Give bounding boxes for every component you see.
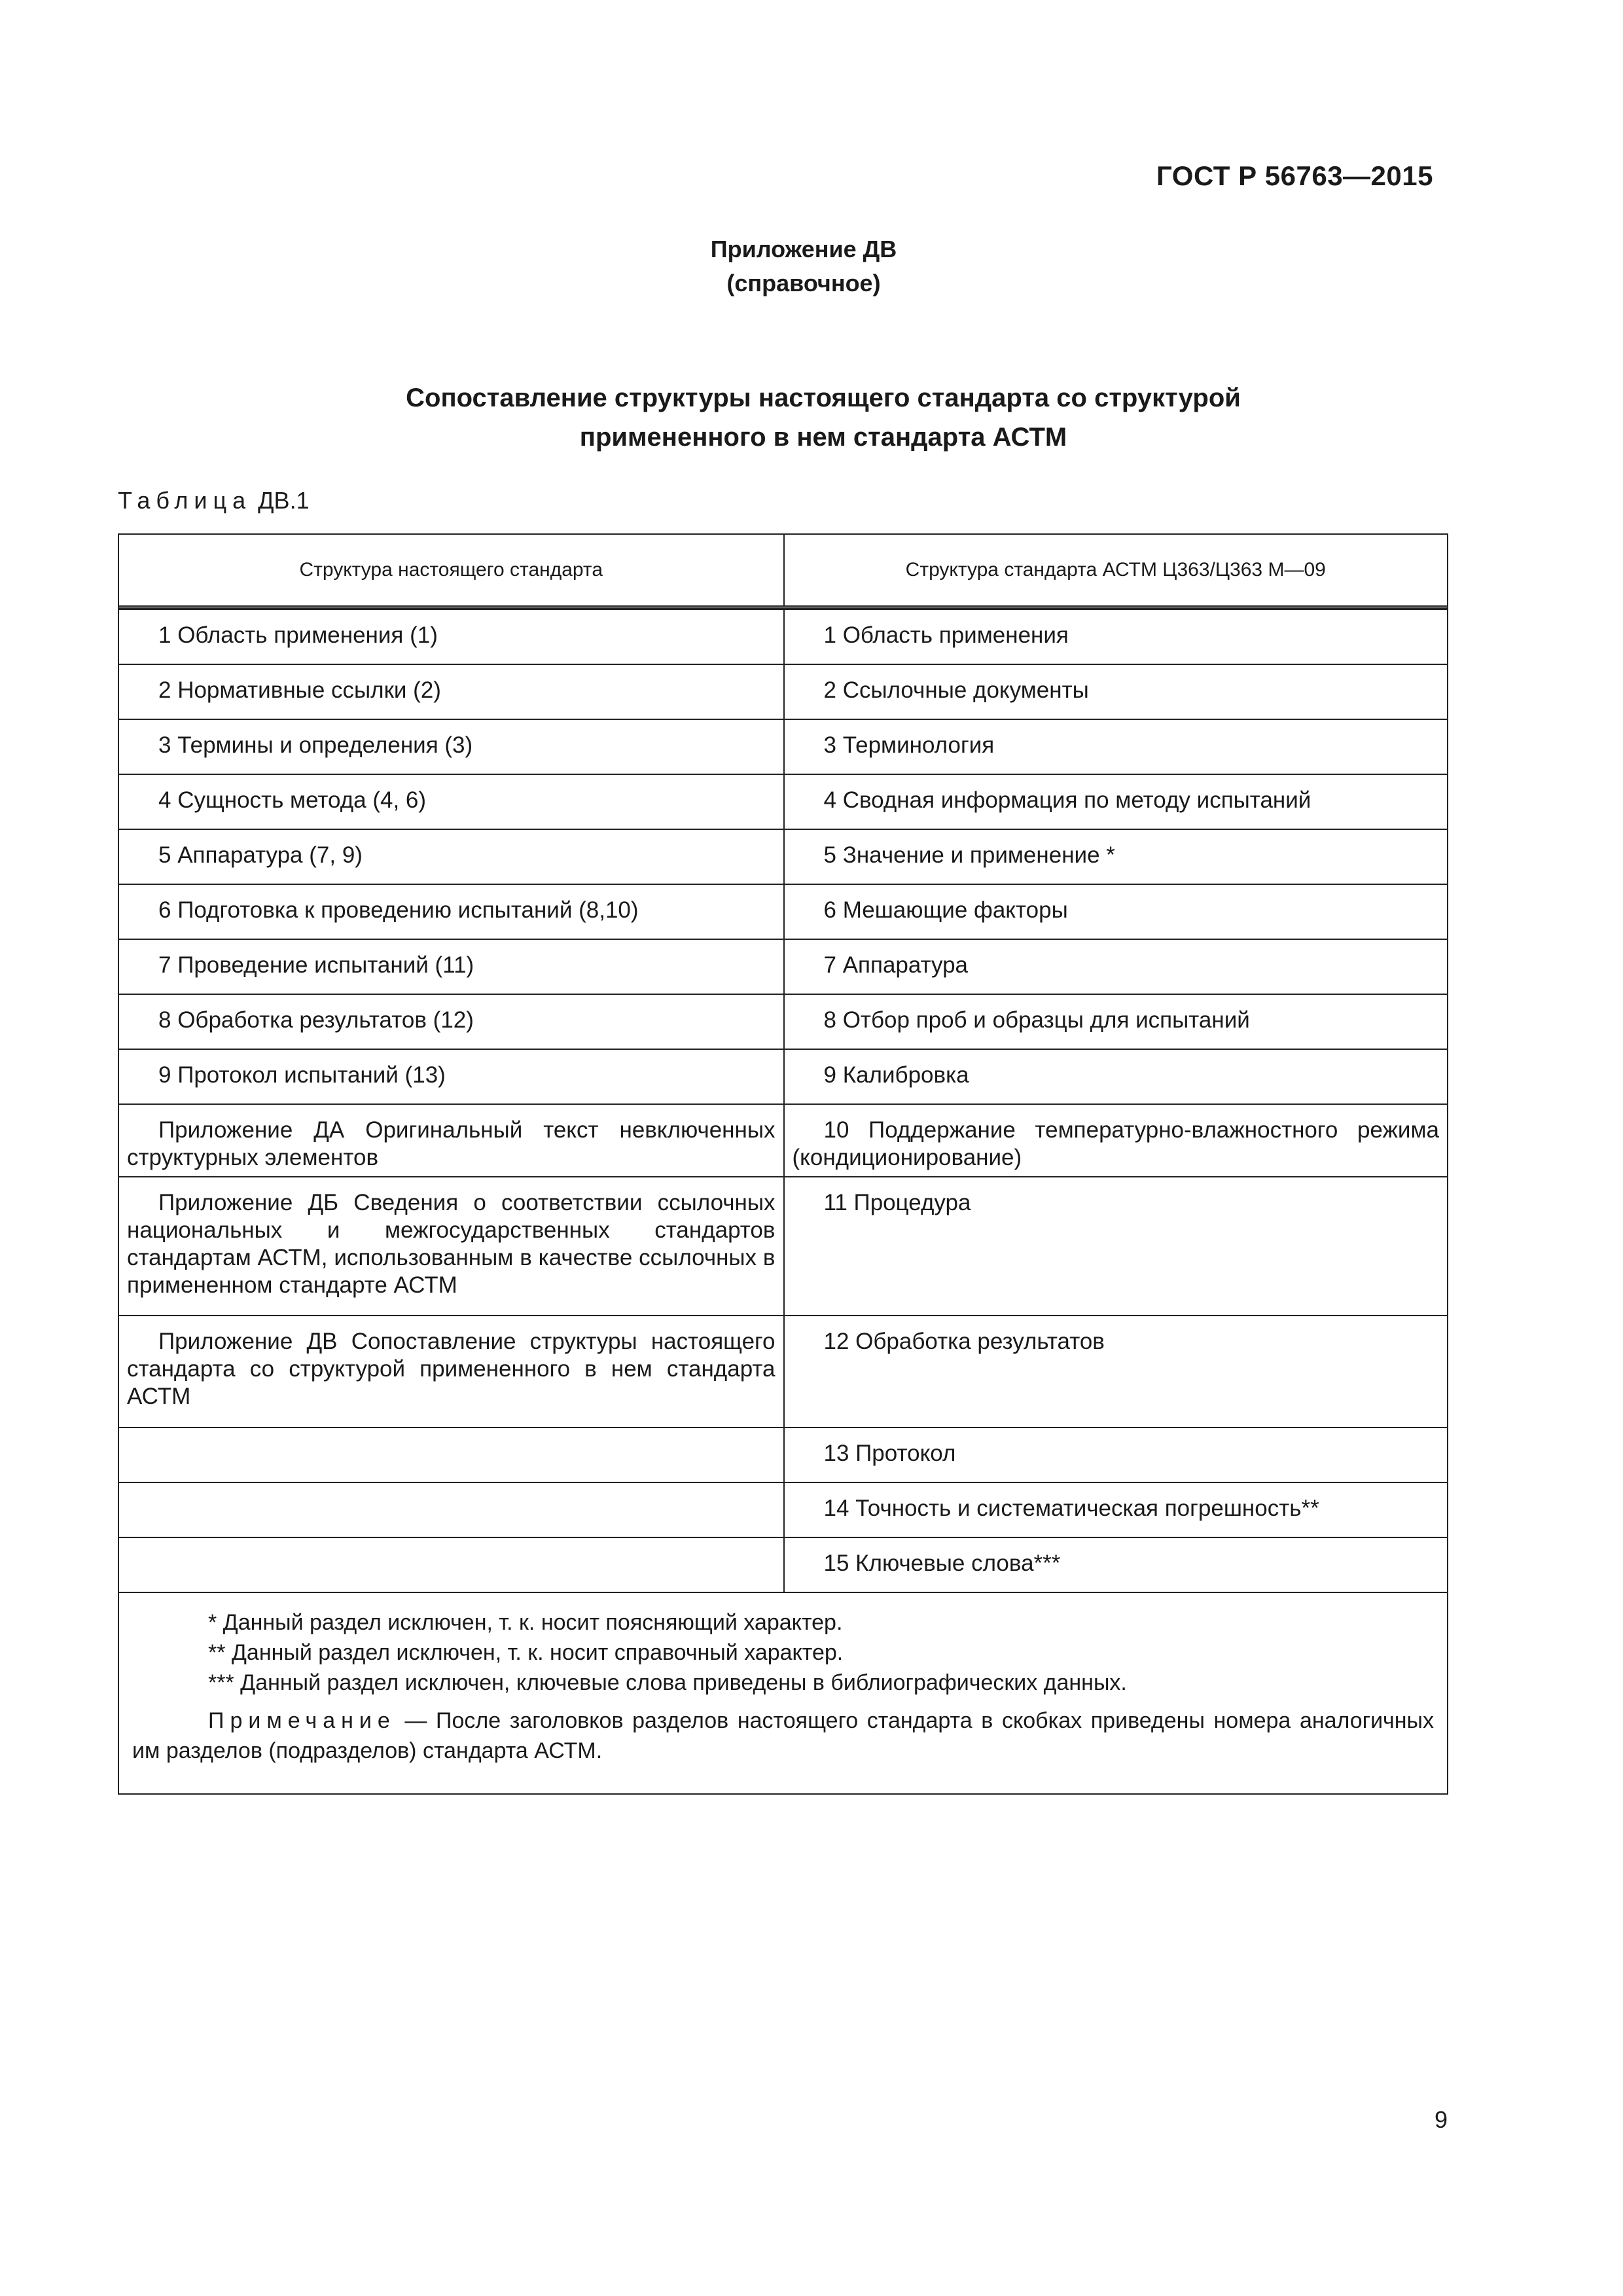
gost-section-cell: 5 Аппаратура (7, 9) — [158, 842, 363, 868]
gost-section-cell: 7 Проведение испытаний (11) — [158, 952, 474, 978]
astm-section-cell: 13 Протокол — [783, 1428, 1448, 1482]
footnote: * Данный раздел исключен, т. к. носит поясняющий характер. — [208, 1610, 843, 1635]
table-header-row — [119, 535, 1447, 609]
table-row — [119, 1537, 1447, 1592]
page-title — [0, 378, 1623, 457]
table-label-number: ДВ.1 — [258, 487, 310, 514]
table-row — [119, 609, 1447, 664]
astm-section-cell: 7 Аппаратура — [783, 940, 1448, 994]
appendix-kind: (справочное) — [726, 270, 881, 296]
footnote: ** Данный раздел исключен, т. к. носит справочный характер. — [208, 1640, 844, 1665]
page-title-line-1: Сопоставление структуры настоящего стандарта со структурой — [406, 384, 1241, 412]
astm-section-cell: 10 Поддержание температурно-влажностного режима (кондиционирование) — [783, 1105, 1448, 1176]
gost-section-cell — [119, 1428, 783, 1482]
table-row — [119, 1427, 1447, 1482]
gost-section-cell: 8 Обработка результатов (12) — [158, 1007, 474, 1033]
appendix-title: Приложение ДВ — [710, 236, 897, 262]
gost-section-cell: 6 Подготовка к проведению испытаний (8,10) — [158, 897, 639, 923]
table-row — [119, 994, 1447, 1049]
appendix-heading — [0, 232, 1623, 300]
astm-section-cell: 11 Процедура — [783, 1177, 1448, 1315]
table-row — [119, 774, 1447, 829]
gost-section-cell: 2 Нормативные ссылки (2) — [158, 677, 441, 703]
table-row — [119, 1482, 1447, 1537]
table-remark — [132, 1706, 1434, 1766]
table-label — [118, 487, 310, 514]
astm-section-cell: 15 Ключевые слова*** — [783, 1538, 1448, 1592]
table-row — [119, 719, 1447, 774]
table-row — [119, 1176, 1447, 1315]
gost-section-cell: 3 Термины и определения (3) — [158, 732, 473, 758]
table-row — [119, 1049, 1447, 1103]
gost-section-cell: Приложение ДБ Сведения о соответствии ссылочных национальных и межгосударственных стандартов стандартам АСТМ, использованным в качестве ссылочных в примененном стандарте АСТМ — [127, 1190, 776, 1298]
gost-section-cell: 4 Сущность метода (4, 6) — [158, 787, 427, 813]
astm-section-cell: 14 Точность и систематическая погрешность** — [783, 1483, 1448, 1537]
table-row — [119, 939, 1447, 994]
gost-section-cell: Приложение ДВ Сопоставление структуры настоящего стандарта со структурой примененного в нем стандарта АСТМ — [127, 1329, 776, 1409]
astm-section-cell: 5 Значение и применение * — [783, 830, 1448, 884]
table-row — [119, 1315, 1447, 1427]
remark-label: Примечание — [208, 1708, 396, 1733]
astm-section-cell: 4 Сводная информация по методу испытаний — [783, 775, 1448, 829]
gost-section-cell — [119, 1538, 783, 1592]
table-notes — [119, 1592, 1447, 1793]
page-title-line-2: примененного в нем стандарта АСТМ — [579, 423, 1067, 452]
footnote: *** Данный раздел исключен, ключевые слова приведены в библиографических данных. — [208, 1670, 1127, 1695]
comparison-table — [118, 533, 1448, 1795]
table-row — [119, 1103, 1447, 1176]
table-label-word: Таблица — [118, 487, 252, 514]
astm-section-cell: 9 Калибровка — [783, 1050, 1448, 1103]
astm-section-cell: 2 Ссылочные документы — [783, 665, 1448, 719]
table-row — [119, 884, 1447, 939]
remark-text: — После заголовков разделов настоящего стандарта в скобках приведены номера аналогичных им разделов (подразделов) стандарта АСТМ. — [132, 1708, 1434, 1763]
page-number: 9 — [1434, 2106, 1448, 2133]
table-row — [119, 664, 1447, 719]
gost-section-cell: 9 Протокол испытаний (13) — [158, 1062, 446, 1088]
gost-section-cell — [119, 1483, 783, 1537]
gost-section-cell: Приложение ДА Оригинальный текст невключенных структурных элементов — [127, 1117, 776, 1170]
astm-section-cell: 8 Отбор проб и образцы для испытаний — [783, 995, 1448, 1049]
column-header-gost: Структура настоящего стандарта — [299, 559, 603, 581]
table-row — [119, 829, 1447, 884]
column-header-astm: Структура стандарта АСТМ Ц363/Ц363 М—09 — [783, 535, 1448, 605]
astm-section-cell: 1 Область применения — [783, 610, 1448, 664]
astm-section-cell: 3 Терминология — [783, 720, 1448, 774]
document-code: ГОСТ Р 56763—2015 — [1156, 160, 1433, 191]
astm-section-cell: 12 Обработка результатов — [783, 1316, 1448, 1427]
gost-section-cell: 1 Область применения (1) — [158, 622, 438, 648]
astm-section-cell: 6 Мешающие факторы — [783, 885, 1448, 939]
